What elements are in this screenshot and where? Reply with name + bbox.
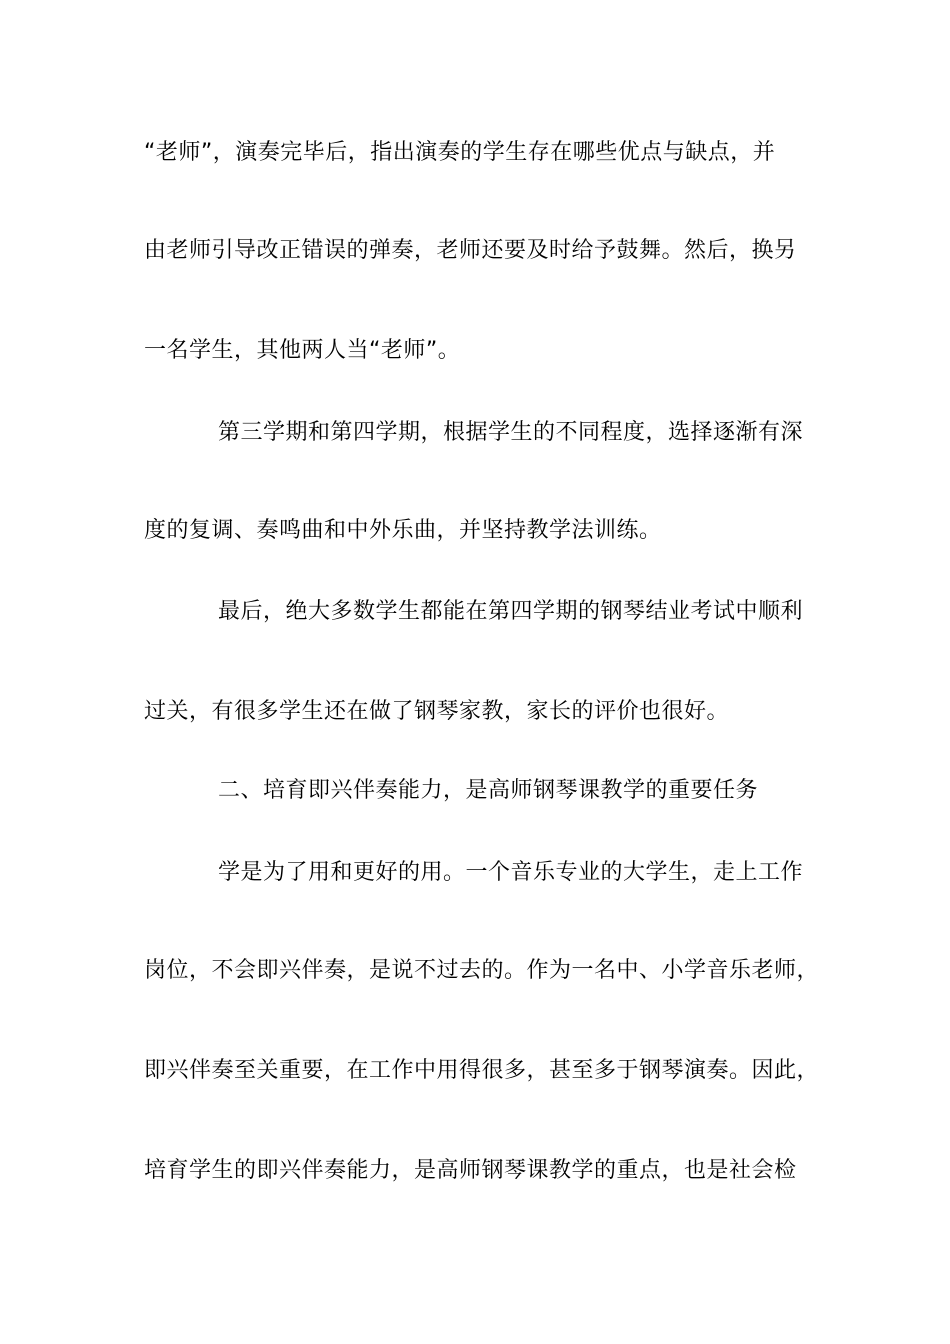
paragraph-line: 过关，有很多学生还在做了钢琴家教，家长的评价也很好。 (144, 699, 730, 724)
section-heading: 二、培育即兴伴奏能力，是高师钢琴课教学的重要任务 (218, 778, 759, 803)
paragraph-first-line: 最后，绝大多数学生都能在第四学期的钢琴结业考试中顺利 (218, 599, 804, 624)
paragraph-line: 岗位，不会即兴伴奏，是说不过去的。作为一名中、小学音乐老师， (144, 958, 820, 983)
paragraph-line: 培育学生的即兴伴奏能力，是高师钢琴课教学的重点，也是社会检 (144, 1158, 797, 1183)
paragraph-line: “老师”，演奏完毕后，指出演奏的学生存在哪些优点与缺点，并 (144, 140, 776, 165)
paragraph-first-line: 学是为了用和更好的用。一个音乐专业的大学生，走上工作 (218, 860, 804, 885)
paragraph-line: 由老师引导改正错误的弹奏，老师还要及时给予鼓舞。然后，换另 (144, 238, 797, 263)
paragraph-line: 一名学生，其他两人当“老师”。 (144, 338, 461, 363)
paragraph-line: 即兴伴奏至关重要，在工作中用得很多，甚至多于钢琴演奏。因此， (144, 1058, 820, 1083)
paragraph-line: 度的复调、奏鸣曲和中外乐曲，并坚持教学法训练。 (144, 518, 662, 543)
paragraph-first-line: 第三学期和第四学期，根据学生的不同程度，选择逐渐有深 (218, 420, 804, 445)
